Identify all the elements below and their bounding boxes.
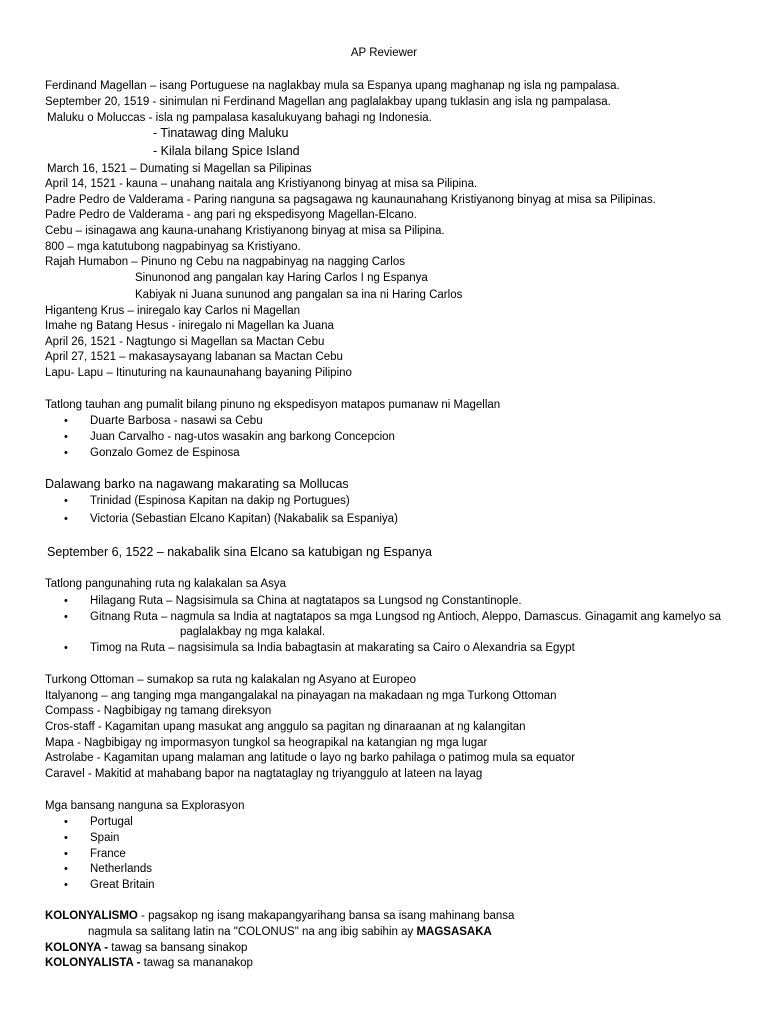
bullet-icon: • — [64, 642, 68, 654]
bullet-icon: • — [64, 816, 68, 828]
text-line: September 20, 1519 - sinimulan ni Ferdinand Magellan ang paglalakbay upang tuklasin ang isla ng pampalasa. — [45, 96, 611, 108]
text-line: Kabiyak ni Juana sununod ang pangalan sa ina ni Haring Carlos — [135, 289, 463, 301]
text-line: Lapu- Lapu – Itinuturing na kaunaunahang bayaning Pilipino — [45, 367, 352, 379]
term-bold: KOLONYALISTA - — [45, 957, 144, 969]
text-line: April 14, 1521 - kauna – unahang naitala ang Kristiyanong binyag at misa sa Pilipina. — [45, 178, 478, 190]
text-line: Cros-staff - Kagamitan upang masukat ang anggulo sa pagitan ng dinaraanan at ng kalangitan — [45, 721, 526, 733]
text-line: 800 – mga katutubong nagpabinyag sa Kristiyano. — [45, 241, 301, 253]
bullet-icon: • — [64, 879, 68, 891]
text-line: Compass - Nagbibigay ng tamang direksyon — [45, 705, 272, 717]
text-line: Padre Pedro de Valderama - ang pari ng ekspedisyong Magellan-Elcano. — [45, 209, 417, 221]
text-line: Maluku o Moluccas - isla ng pampalasa kasalukuyang bahagi ng Indonesia. — [47, 112, 432, 124]
term-bold: KOLONYA - — [45, 942, 112, 954]
text-line: Ferdinand Magellan – isang Portuguese na naglakbay mula sa Espanya upang maghanap ng isla ng pampalasa. — [45, 80, 620, 92]
text-line: September 6, 1522 – nakabalik sina Elcano sa katubigan ng Espanya — [47, 545, 432, 559]
bullet-icon: • — [64, 495, 68, 507]
bullet-icon: • — [64, 447, 68, 459]
text-line: April 26, 1521 - Nagtungo si Magellan sa Mactan Cebu — [45, 336, 325, 348]
text-line: Imahe ng Batang Hesus - iniregalo ni Magellan ka Juana — [45, 320, 334, 332]
definition-kolonya: KOLONYA - tawag sa bansang sinakop — [45, 942, 248, 954]
text-line: Caravel - Makitid at mahabang bapor na nagtataglay ng triyanggulo at lateen na layag — [45, 768, 483, 780]
definition-kolonyalismo: KOLONYALISMO - pagsakop ng isang makapangyarihang bansa sa isang mahinang bansa — [45, 910, 515, 922]
bullet-icon: • — [64, 431, 68, 443]
text-line: - Tinatawag ding Maluku — [153, 126, 289, 140]
definition-kolonyalista: KOLONYALISTA - tawag sa mananakop — [45, 957, 253, 969]
text-line: Cebu – isinagawa ang kauna-unahang Kristiyanong binyag at misa sa Pilipina. — [45, 225, 445, 237]
bullet-icon: • — [64, 513, 68, 525]
bullet-icon: • — [64, 611, 68, 623]
text-line: Padre Pedro de Valderama - Paring nanguna sa pagsagawa ng kaunaunahang Kristiyanong binyag at misa sa Pilipinas. — [45, 194, 656, 206]
bullet-icon: • — [64, 415, 68, 427]
text-line: Sinunonod ang pangalan kay Haring Carlos I ng Espanya — [135, 272, 428, 284]
section-heading: Tatlong tauhan ang pumalit bilang pinuno ng ekspedisyon matapos pumanaw ni Magellan — [45, 399, 501, 411]
bullet-icon: • — [64, 832, 68, 844]
text-line: March 16, 1521 – Dumating si Magellan sa Pilipinas — [47, 163, 312, 175]
text-line: Rajah Humabon – Pinuno ng Cebu na nagpabinyag na nagging Carlos — [45, 256, 405, 268]
page-title: AP Reviewer — [350, 47, 418, 59]
document-page: AP Reviewer Ferdinand Magellan – isang Portuguese na naglakbay mula sa Espanya upang maghanap ng isla ng pampalasa. September 20, 1519 - sinimulan ni Ferdinand Magellan ang paglalakbay upang tuklasin ang isla ng pampalasa. Maluku o Moluccas - isla ng pampalasa kasalukuyang bahagi ng Indonesia. - Tinatawag ding Maluku - Kilala bilang Spice Island March 16, 1521 – Dumating si Magellan sa Pilipinas April 14, 1521 - kauna – unahang naitala ang Kristiyanong binyag at misa sa Pilipina. Padre Pedro de Valderama - Paring nanguna sa pagsagawa ng kaunaunahang Kristiyanong binyag at misa sa Pilipinas. Padre Pedro de Valderama - ang pari ng ekspedisyong Magellan-Elcano. Cebu – isinagawa ang kauna-unahang Kristiyanong binyag at misa sa Pilipina. 800 – mga katutubong nagpabinyag sa Kristiyano. Rajah Humabon – Pinuno ng Cebu na nagpabinyag na nagging Carlos Sinunonod ang pangalan kay Haring Carlos I ng Espanya Kabiyak ni Juana sununod ang pangalan sa ina ni Haring Carlos Higanteng Krus – iniregalo kay Carlos ni Magellan Imahe ng Batang Hesus - iniregalo ni Magellan ka Juana April 26, 1521 - Nagtungo si Magellan sa Mactan Cebu April 27, 1521 – makasaysayang labanan sa Mactan Cebu Lapu- Lapu – Itinuturing na kaunaunahang bayaning Pilipino Tatlong tauhan ang pumalit bilang pinuno ng ekspedisyon matapos pumanaw ni Magellan • Duarte Barbosa - nasawi sa Cebu • Juan Carvalho - nag-utos wasakin ang barkong Concepcion • Gonzalo Gomez de Espinosa Dalawang barko na nagawang makarating sa Mollucas • Trinidad (Espinosa Kapitan na dakip ng Portugues) • Victoria (Sebastian Elcano Kapitan) (Nakabalik sa Espaniya) September 6, 1522 – nakabalik sina Elcano sa katubigan ng Espanya Tatlong pangunahing ruta ng kalakalan sa Asya • Hilagang Ruta – Nagsisimula sa China at nagtatapos sa Lungsod ng Constantinople. • Gitnang Ruta – nagmula sa India at nagtatapos sa mga Lungsod ng Antioch, Aleppo, Damascus. Ginagamit ang kamelyo sa paglalakbay ng mga kalakal. • Timog na Ruta – nagsisimula sa India babagtasin at makarating sa Cairo o Alexandria sa Egypt Turkong Ottoman – sumakop sa ruta ng kalakalan ng Asyano at Europeo Italyanong – ang tanging mga mangangalakal na pinayagan na makadaan ng mga Turkong Ottoman Compass - Nagbibigay ng tamang direksyon Cros-staff - Kagamitan upang masukat ang anggulo sa pagitan ng dinaraanan at ng kalangitan Mapa - Nagbibigay ng impormasyon tungkol sa heograpikal na katangian ng mga lugar Astrolabe - Kagamitan upang malaman ang latitude o layo ng barko pahilaga o patimog mula sa equator Caravel - Makitid at mahabang bapor na nagtataglay ng triyanggulo at lateen na layag Mga bansang nanguna sa Explorasyon • Portugal • Spain • France • Netherlands • Great Britain KOLONYALISMO - pagsakop ng isang makapangyarihang bansa sa isang mahinang bansa nagmula sa salitang latin na "COLONUS" na ang ibig sabihin ay MAGSASAKA KOLONYA - tawag sa bansang sinakop KOLONYALISTA - tawag sa mananakop — [0, 0, 768, 1024]
bullet-icon: • — [64, 595, 68, 607]
bullet-icon: • — [64, 848, 68, 860]
section-heading: Tatlong pangunahing ruta ng kalakalan sa Asya — [45, 578, 287, 590]
section-heading: Mga bansang nanguna sa Explorasyon — [45, 800, 245, 812]
term-bold: MAGSASAKA — [416, 926, 492, 938]
list-item-continuation: paglalakbay ng mga kalakal. — [180, 626, 326, 638]
section-heading: Dalawang barko na nagawang makarating sa Mollucas — [45, 477, 349, 491]
text-line: Higanteng Krus – iniregalo kay Carlos ni Magellan — [45, 305, 301, 317]
term-bold: KOLONYALISMO — [45, 910, 138, 922]
definition-continuation: nagmula sa salitang latin na "COLONUS" na ang ibig sabihin ay MAGSASAKA — [88, 926, 492, 938]
text-line: - Kilala bilang Spice Island — [153, 144, 300, 158]
text-line: Turkong Ottoman – sumakop sa ruta ng kalakalan ng Asyano at Europeo — [45, 674, 416, 686]
text-line: Mapa - Nagbibigay ng impormasyon tungkol sa heograpikal na katangian ng mga lugar — [45, 737, 488, 749]
text-line: Astrolabe - Kagamitan upang malaman ang latitude o layo ng barko pahilaga o patimog mula sa equator — [45, 752, 575, 764]
bullet-icon: • — [64, 863, 68, 875]
text-line: April 27, 1521 – makasaysayang labanan sa Mactan Cebu — [45, 351, 343, 363]
text-line: Italyanong – ang tanging mga mangangalakal na pinayagan na makadaan ng mga Turkong Ottoman — [45, 690, 557, 702]
